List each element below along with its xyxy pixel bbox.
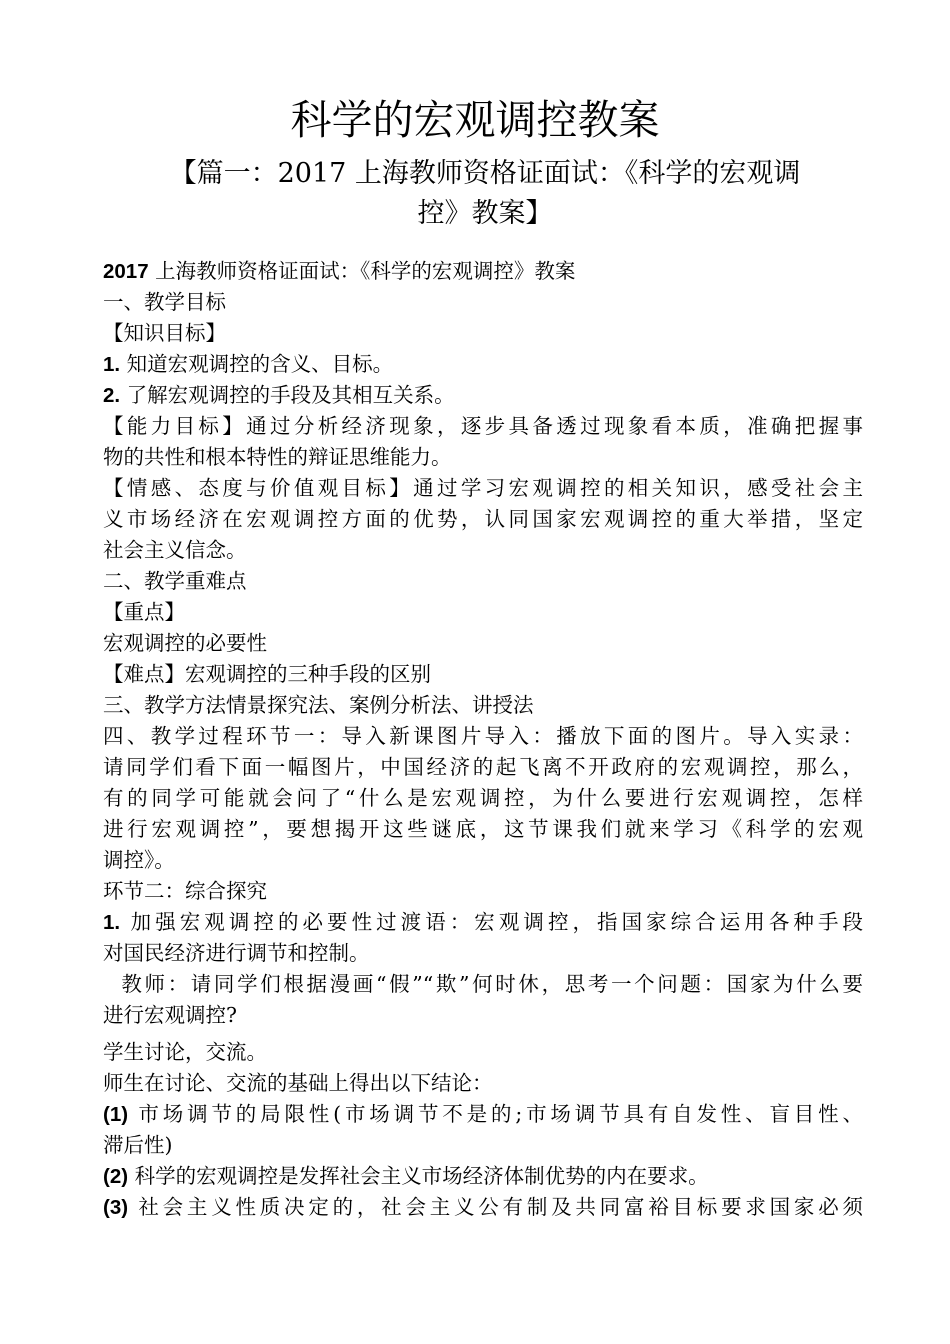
line-text: 【知识目标】	[103, 321, 226, 345]
line-text: 请同学们看下面一幅图片，中国经济的起飞离不开政府的宏观调控，那么，	[103, 755, 863, 779]
body-line	[103, 690, 863, 721]
body-line	[103, 1068, 863, 1099]
line-text: 【能力目标】通过分析经济现象，逐步具备透过现象看本质，准确把握事	[103, 414, 863, 438]
line-text: 社会主义性质决定的，社会主义公有制及共同富裕目标要求国家必须	[138, 1195, 863, 1219]
body-line	[103, 504, 863, 535]
line-text: 上海教师资格证面试：《科学的宏观调控》教案	[155, 259, 576, 283]
body-line	[103, 1192, 863, 1223]
line-number: (1)	[103, 1103, 129, 1126]
line-text: 【情感、态度与价值观目标】通过学习宏观调控的相关知识，感受社会主	[103, 476, 863, 500]
line-number: 1.	[103, 353, 121, 376]
line-text: 教师：请同学们根据漫画“假”“欺”何时休，思考一个问题：国家为什么要	[103, 972, 863, 996]
line-text: 进行宏观调控?	[103, 1003, 237, 1027]
subtitle-line-2: 控》教案】	[417, 198, 553, 229]
body-line	[103, 566, 863, 597]
body-line	[103, 783, 863, 814]
body-line	[103, 318, 863, 349]
body-line	[103, 1161, 863, 1192]
line-text: 加强宏观调控的必要性过渡语：宏观调控，指国家综合运用各种手段	[130, 910, 863, 934]
line-text: 科学的宏观调控是发挥社会主义市场经济体制优势的内在要求。	[134, 1164, 709, 1188]
document-subtitle	[140, 154, 830, 234]
body-line	[103, 1130, 863, 1161]
body-line	[103, 597, 863, 628]
line-number: (2)	[103, 1165, 129, 1188]
body-line	[103, 442, 863, 473]
subtitle-line-1: 【篇一：2017 上海教师资格证面试：《科学的宏观调	[169, 158, 801, 189]
line-number: 2.	[103, 384, 121, 407]
line-text: 二、教学重难点	[103, 569, 247, 593]
body-line	[103, 535, 863, 566]
body-line	[103, 876, 863, 907]
line-text: 知道宏观调控的含义、目标。	[126, 352, 394, 376]
line-text: 【重点】	[103, 600, 185, 624]
line-number: (3)	[103, 1196, 129, 1219]
body-line	[103, 907, 863, 938]
line-text: 四、教学过程环节一：导入新课图片导入：播放下面的图片。导入实录：	[103, 724, 863, 748]
line-text: 调控》。	[103, 848, 175, 872]
body-line	[103, 938, 863, 969]
body-line	[103, 659, 863, 690]
line-text: 对国民经济进行调节和控制。	[103, 941, 370, 965]
line-text: 市场调节的局限性(市场调节不是的;市场调节具有自发性、盲目性、	[138, 1102, 863, 1126]
line-text: 有的同学可能就会问了“什么是宏观调控，为什么要进行宏观调控，怎样	[103, 786, 863, 810]
line-text: 【难点】宏观调控的三种手段的区别	[103, 662, 431, 686]
line-number: 1.	[103, 911, 121, 934]
line-text: 了解宏观调控的手段及其相互关系。	[126, 383, 455, 407]
line-number: 2017	[103, 260, 149, 283]
document-title: 科学的宏观调控教案	[290, 96, 660, 144]
body-line	[103, 256, 863, 287]
line-text: 一、教学目标	[103, 290, 226, 314]
body-line	[103, 349, 863, 380]
line-text: 环节二：综合探究	[103, 879, 267, 903]
body-line	[103, 721, 863, 752]
line-text: 学生讨论，交流。	[103, 1040, 267, 1064]
line-text: 进行宏观调控”，要想揭开这些谜底，这节课我们就来学习《科学的宏观	[103, 817, 863, 841]
body-line	[103, 1000, 863, 1031]
body-line	[103, 814, 863, 845]
body-line	[103, 845, 863, 876]
line-text: 物的共性和根本特性的辩证思维能力。	[103, 445, 452, 469]
body-line	[103, 380, 863, 411]
body-line	[103, 287, 863, 318]
line-text: 三、教学方法情景探究法、案例分析法、讲授法	[103, 693, 534, 717]
body-line	[103, 628, 863, 659]
body-line	[103, 1037, 863, 1068]
line-text: 宏观调控的必要性	[103, 631, 267, 655]
body-line	[103, 752, 863, 783]
line-text: 社会主义信念。	[103, 538, 247, 562]
body-line	[103, 473, 863, 504]
document-body	[103, 256, 863, 1223]
line-text: 滞后性)	[103, 1133, 173, 1157]
body-line	[103, 411, 863, 442]
body-line	[103, 969, 863, 1000]
body-line	[103, 1099, 863, 1130]
line-text: 义市场经济在宏观调控方面的优势，认同国家宏观调控的重大举措，坚定	[103, 507, 863, 531]
line-text: 师生在讨论、交流的基础上得出以下结论：	[103, 1071, 493, 1095]
